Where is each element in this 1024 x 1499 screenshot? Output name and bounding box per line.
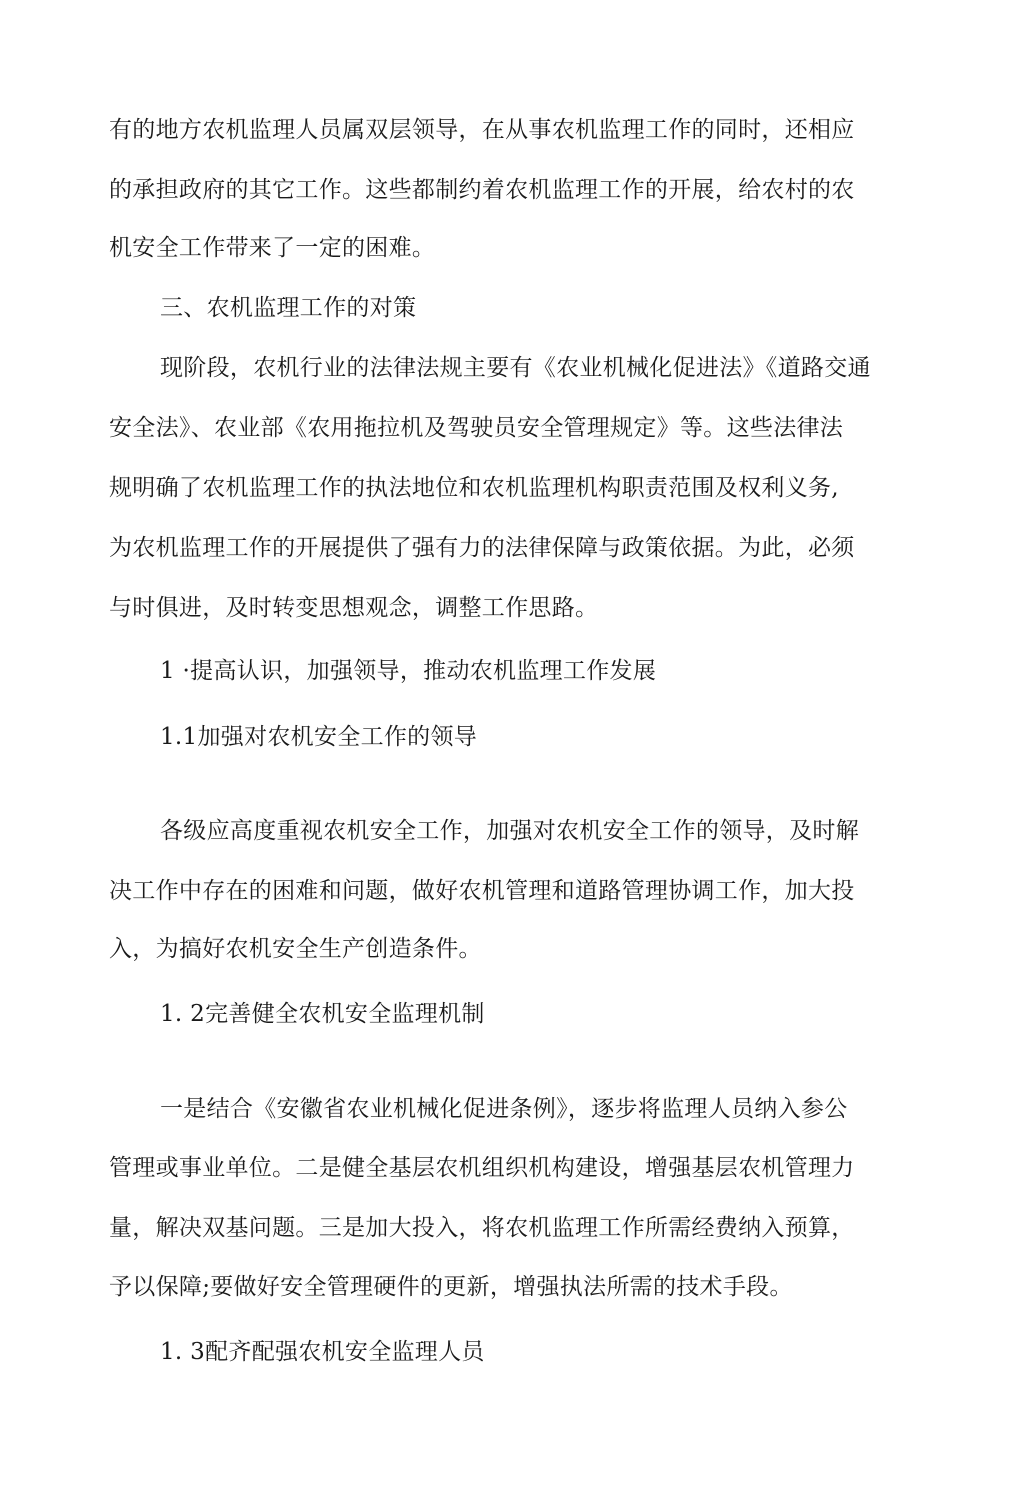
text-line: 量，解决双基问题。三是加大投入，将农机监理工作所需经费纳入预算，	[109, 1215, 855, 1241]
text-line: 管理或事业单位。二是健全基层农机组织机构建设，增强基层农机管理力	[109, 1155, 855, 1181]
text-line: 机安全工作带来了一定的困难。	[109, 235, 436, 261]
text-line: 为农机监理工作的开展提供了强有力的法律保障与政策依据。为此，必须	[109, 535, 855, 561]
text-line: 安全法》、农业部《农用拖拉机及驾驶员安全管理规定》等。这些法律法	[109, 415, 844, 441]
subsection-heading: 1.1加强对农机安全工作的领导	[160, 724, 478, 750]
text-line: 一是结合《安徽省农业机械化促进条例》，逐步将监理人员纳入参公	[160, 1096, 848, 1122]
subsection-heading: 1 ·提高认识，加强领导，推动农机监理工作发展	[160, 658, 657, 684]
text-line: 各级应高度重视农机安全工作，加强对农机安全工作的领导，及时解	[160, 818, 859, 844]
text-line: 的承担政府的其它工作。这些都制约着农机监理工作的开展，给农村的农	[109, 177, 855, 203]
text-line: 入，为搞好农机安全生产创造条件。	[109, 936, 482, 962]
text-line: 决工作中存在的困难和问题，做好农机管理和道路管理协调工作，加大投	[109, 878, 855, 904]
subsection-heading: 1. 3配齐配强农机安全监理人员	[160, 1339, 485, 1365]
text-line: 规明确了农机监理工作的执法地位和农机监理机构职责范围及权利义务,	[109, 475, 839, 501]
subsection-heading: 1. 2完善健全农机安全监理机制	[160, 1001, 485, 1027]
text-line: 有的地方农机监理人员属双层领导，在从事农机监理工作的同时，还相应	[109, 117, 855, 143]
text-line: 与时俱进，及时转变思想观念，调整工作思路。	[109, 595, 599, 621]
text-line: 现阶段，农机行业的法律法规主要有《农业机械化促进法》《道路交通	[160, 355, 871, 381]
section-heading: 三、农机监理工作的对策	[160, 295, 417, 321]
text-line: 予以保障;要做好安全管理硬件的更新，增强执法所需的技术手段。	[109, 1274, 793, 1300]
